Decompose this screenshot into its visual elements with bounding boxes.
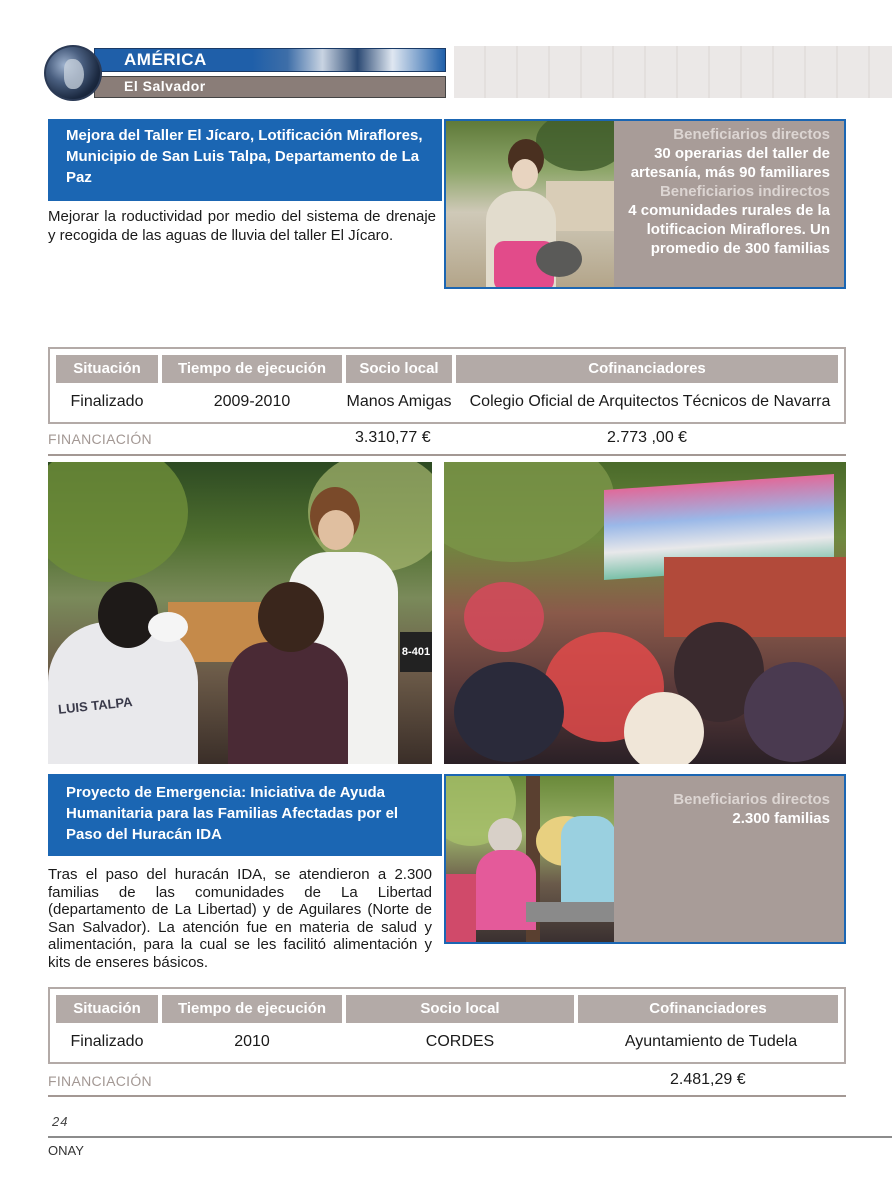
table-cell-socio: Manos Amigas: [346, 393, 452, 410]
truck-number-text: 8-401: [400, 632, 432, 672]
project2-title: Proyecto de Emergencia: Iniciativa de Ayuda Humanitaria para las Familias Afectadas por el Paso del Huracán IDA: [48, 774, 442, 856]
project1-beneficiaries-panel: [614, 119, 846, 289]
footer-rule: [48, 1136, 892, 1138]
direct-beneficiaries-heading: Beneficiarios directos: [673, 791, 830, 808]
globe-icon: [44, 45, 102, 101]
table-cell-socio: CORDES: [425, 1033, 495, 1050]
direct-beneficiaries-text: 30 operarias del taller de artesanía, más 90 familiares: [630, 145, 830, 181]
table-header-cofinanciadores: Cofinanciadores: [456, 355, 838, 383]
project1-financing-local: 3.310,77 €: [355, 429, 431, 446]
table-cell-tiempo: 2009-2010: [213, 393, 291, 410]
header-grey-band: [454, 46, 892, 98]
photo-aid-distribution: [444, 462, 846, 764]
country-label: El Salvador: [124, 78, 206, 94]
project2-table: [48, 987, 846, 1064]
project2-financing-rule: [48, 1095, 846, 1097]
project2-description: Tras el paso del huracán IDA, se atendieron a 2.300 familias de las comunidades de La Libertad (departamento de La Libertad) y de Aguilares (Norte de San Salvador). La atención fue en materia de salud y alimentación, para la cual se les facilitó alimentación y kits de enseres básicos.: [48, 866, 432, 971]
direct-beneficiaries-text: 2.300 familias: [732, 810, 830, 827]
table-header-tiempo: Tiempo de ejecución: [162, 995, 342, 1023]
table-cell-situacion: Finalizado: [70, 393, 144, 410]
project1-financing-cofin: 2.773 ,00 €: [607, 429, 688, 446]
table-header-tiempo: Tiempo de ejecución: [162, 355, 342, 383]
uniform-text: LUIS TALPA: [57, 694, 134, 717]
page-number: 24: [52, 1114, 69, 1129]
project1-table: [48, 347, 846, 424]
table-cell-cofinanciadores: Ayuntamiento de Tudela: [624, 1033, 798, 1050]
photo-health-care: [48, 462, 432, 764]
project1-description: Mejorar la roductividad por medio del sistema de drenaje y recogida de las aguas de lluvia del taller El Jícaro.: [48, 208, 436, 244]
project1-photo-workshop: [444, 119, 614, 289]
table-header-situacion: Situación: [56, 995, 158, 1023]
table-cell-tiempo: 2010: [234, 1033, 270, 1050]
project1-title: Mejora del Taller El Jícaro, Lotificación Miraflores, Municipio de San Luis Talpa, Departamento de La Paz: [48, 119, 442, 201]
project2-financing-cofin: 2.481,29 €: [670, 1071, 746, 1088]
table-header-cofinanciadores: Cofinanciadores: [578, 995, 838, 1023]
direct-beneficiaries-heading: Beneficiarios directos: [673, 126, 830, 143]
project1-financing-label: FINANCIACIÓN: [48, 431, 152, 447]
project2-photo-food: [444, 774, 614, 944]
project2-beneficiaries-panel: [614, 774, 846, 944]
region-label: AMÉRICA: [124, 50, 207, 69]
table-header-socio: Socio local: [346, 355, 452, 383]
table-cell-situacion: Finalizado: [70, 1033, 144, 1050]
indirect-beneficiaries-text: 4 comunidades rurales de la lotificacion Miraflores. Un promedio de 300 familias: [628, 202, 830, 257]
table-header-situacion: Situación: [56, 355, 158, 383]
table-header-socio: Socio local: [346, 995, 574, 1023]
footer-organization: ONAY: [48, 1143, 84, 1158]
table-cell-cofinanciadores: Colegio Oficial de Arquitectos Técnicos de Navarra: [469, 393, 831, 410]
indirect-beneficiaries-heading: Beneficiarios indirectos: [659, 183, 830, 200]
project2-financing-label: FINANCIACIÓN: [48, 1073, 152, 1089]
project1-financing-rule: [48, 454, 846, 456]
